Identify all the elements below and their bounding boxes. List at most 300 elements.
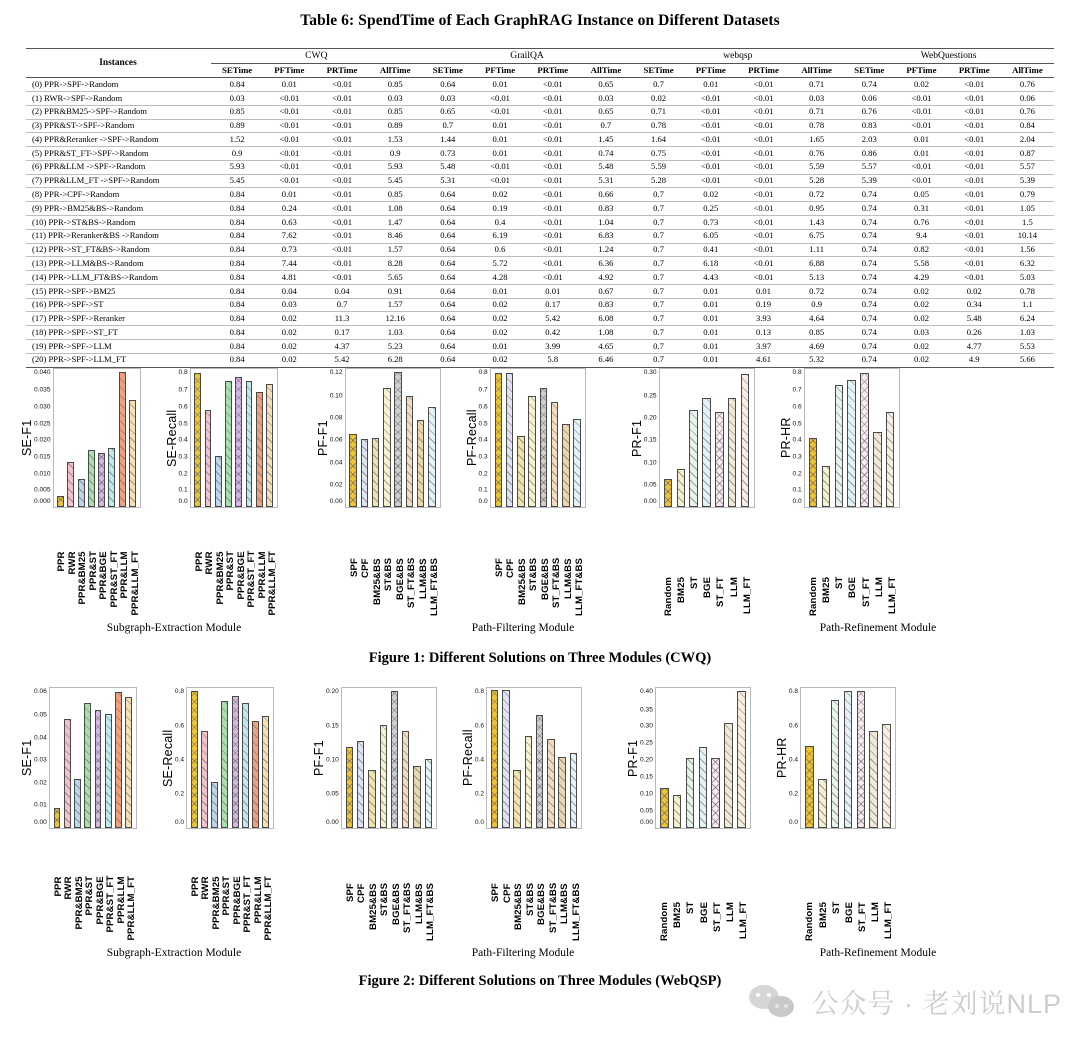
table-group-header-row [26,49,1054,64]
column-header-webqsp-setime: SETime [632,64,684,78]
table-cell: <0.01 [895,174,947,188]
y-tick-label: 0.30 [643,368,657,376]
table-cell: 0.64 [422,298,474,312]
table-cell: 5.48 [422,160,474,174]
table-cell: 0.73 [422,147,474,161]
table-cell: 0.74 [843,188,895,202]
bar [831,700,840,828]
bar [540,388,547,506]
column-header-webqsp-prtime: PRTime [737,64,790,78]
table-cell: 0.87 [1001,147,1054,161]
table-cell: 0.74 [843,229,895,243]
bar [844,691,853,827]
table-cell: 0.7 [632,229,684,243]
table-cell: <0.01 [948,202,1001,216]
x-tick-label: PPR&ST [221,876,233,916]
table-cell: <0.01 [315,105,368,119]
table-cell: <0.01 [895,105,947,119]
table-cell: 5.53 [1001,340,1054,354]
x-tick-label: PPR&BGE [98,551,110,600]
y-axis-label: PF-Recall [464,409,479,466]
table-cell: 0.73 [685,216,737,230]
table-cell: <0.01 [474,174,526,188]
column-header-instances: Instances [26,49,211,78]
x-tick-label: PPR&BM25 [210,876,222,930]
table-cell: 0.02 [895,353,947,367]
bar [57,496,64,506]
table-cell: <0.01 [948,216,1001,230]
bar [562,424,569,507]
table-cell: 6.18 [685,257,737,271]
table-cell: 0.76 [843,105,895,119]
y-tick-label: 0.3 [178,453,188,461]
x-tick-label: BM25&BS [367,882,379,930]
x-tick-label: PPR [52,876,64,897]
bar [869,731,878,828]
column-header-webqsp-pftime: PFTime [685,64,737,78]
table-row [26,271,1054,285]
table-cell: 3.99 [526,340,579,354]
y-tick-label: 0.4 [178,436,188,444]
table-cell: 0.64 [422,78,474,92]
table-cell: 0.02 [895,312,947,326]
table-cell: 4.92 [579,271,632,285]
x-tick-label: LLM_FT&BS [574,557,586,616]
bar [699,747,708,828]
table-cell: <0.01 [263,133,315,147]
y-axis-ticks [789,687,800,829]
table-cell: 0.83 [843,119,895,133]
bar [741,374,750,507]
x-tick-label: PPR&ST [225,551,237,591]
table-cell: 8.46 [369,229,422,243]
x-tick-label: LLM&BS [559,882,571,924]
y-axis-ticks [475,687,486,829]
x-tick-label: CPF [360,557,372,578]
y-tick-label: 0.35 [640,705,653,713]
table-cell: 4.61 [737,353,790,367]
bar [513,770,520,827]
plot-area [655,687,751,829]
table-cell: 6.36 [579,257,632,271]
x-tick-label: BM25&BS [516,557,528,605]
table-cell: 0.65 [422,105,474,119]
table-cell: 0.01 [685,312,737,326]
y-axis-label: PF-Recall [460,729,475,786]
instance-name: (1) RWR->SPF->Random [26,91,211,105]
table-cell: <0.01 [526,133,579,147]
y-tick-label: 0.8 [474,687,485,695]
chart-cwq-se-f1 [18,368,141,616]
table-cell: 0.64 [422,312,474,326]
y-tick-label: 0.30 [640,722,653,730]
bar [835,385,844,507]
table-cell: <0.01 [526,78,579,92]
table-cell: 0.74 [843,326,895,340]
figure-1-caption: Figure 1: Different Solutions on Three Modules (CWQ) [368,649,712,666]
table-cell: 0.7 [632,78,684,92]
figure-1 [0,368,1080,667]
y-tick-label: 0.035 [34,386,51,394]
x-tick-label: LLM [724,901,736,922]
table-cell: 1.65 [790,133,843,147]
column-header-cwq-setime: SETime [211,64,263,78]
table-row [26,188,1054,202]
table-cell: 0.02 [895,298,947,312]
table-cell: <0.01 [948,174,1001,188]
table-cell: 4.9 [948,353,1001,367]
y-tick-label: 0.00 [34,818,47,826]
table-cell: 6.28 [369,353,422,367]
table-cell: 6.88 [790,257,843,271]
table-cell: 0.85 [369,188,422,202]
chart-webqsp-se-f1 [18,687,137,941]
x-tick-label: BGE&BS [539,557,551,600]
x-tick-label: PPR&LLM [115,876,127,924]
y-tick-label: 0.05 [640,807,653,815]
table-cell: 0.01 [474,340,526,354]
x-tick-label: SPF [490,882,502,902]
table-cell: 5.31 [579,174,632,188]
table-cell: 0.01 [263,188,315,202]
bar [232,696,239,827]
plot-area [490,368,586,508]
x-tick-label: PPR&ST [84,876,96,916]
table-cell: <0.01 [315,160,368,174]
table-cell: 0.66 [579,188,632,202]
bar [215,456,222,507]
bar [191,691,198,828]
table-cell: 0.64 [422,271,474,285]
y-tick-label: 0.02 [329,481,343,489]
bar [660,788,669,828]
table-cell: <0.01 [948,160,1001,174]
table-cell: 1.64 [632,133,684,147]
table-cell: <0.01 [685,160,737,174]
y-tick-label: 0.4 [788,756,799,764]
table-cell: <0.01 [948,78,1001,92]
table-cell: 4.81 [263,271,315,285]
table-cell: <0.01 [315,243,368,257]
table-cell: 1.03 [1001,326,1054,340]
y-tick-label: 0.4 [792,436,802,444]
x-tick-label: PPR&BM25 [73,876,85,930]
y-tick-label: 0.4 [478,436,488,444]
table-cell: 6.75 [790,229,843,243]
bar [402,731,409,828]
instance-name: (18) PPR->SPF->ST_FT [26,326,211,340]
table-cell: <0.01 [526,243,579,257]
y-tick-label: 0.10 [329,392,343,400]
table-cell: 0.9 [211,147,263,161]
y-tick-label: 0.06 [329,436,343,444]
x-tick-label: BGE&BS [390,882,402,925]
table-cell: 5.58 [895,257,947,271]
y-tick-label: 0.7 [478,386,488,394]
table-cell: 6.83 [579,229,632,243]
y-tick-label: 0.6 [178,403,188,411]
bar [54,808,61,827]
bar [225,381,232,506]
plot-area [804,368,900,508]
table-cell: 5.39 [1001,174,1054,188]
y-tick-label: 0.6 [478,403,488,411]
bar [425,759,432,828]
table-cell: 0.02 [632,91,684,105]
table-cell: 0.01 [474,133,526,147]
x-tick-label: ST&BS [383,557,395,591]
table-cell: 0.74 [843,202,895,216]
y-tick-label: 0.04 [329,458,343,466]
y-axis-label: PR-F1 [629,419,644,457]
plot-area [659,368,755,508]
y-tick-label: 0.2 [478,469,488,477]
table-cell: 4.65 [579,340,632,354]
y-tick-label: 0.02 [34,779,47,787]
table-cell: 0.02 [895,340,947,354]
table-cell: 4.77 [948,340,1001,354]
x-axis-labels [49,876,137,940]
module-caption-path-refinement-webqsp: Path-Refinement Module [819,946,937,959]
table-cell: 0.7 [632,353,684,367]
table-cell: <0.01 [948,147,1001,161]
y-tick-label: 0.1 [178,486,188,494]
x-tick-label: BGE&BS [536,882,548,925]
y-axis-ticks [479,368,490,508]
table-cell: 0.74 [843,298,895,312]
instance-name: (10) PPR->ST&BS->Random [26,216,211,230]
table-cell: 1.5 [1001,216,1054,230]
x-tick-label: ST_FT&BS [406,557,418,609]
table-cell: 0.01 [263,78,315,92]
table-cell: <0.01 [315,78,368,92]
figure-2-caption: Figure 2: Different Solutions on Three Modules (WebQSP) [358,972,722,989]
y-tick-label: 0.25 [643,392,657,400]
table-cell: 0.84 [211,216,263,230]
table-cell: 0.25 [685,202,737,216]
table-cell: <0.01 [315,119,368,133]
table-cell: <0.01 [263,119,315,133]
table-cell: 0.74 [843,78,895,92]
x-tick-label: ST_FT [860,576,872,607]
table-cell: 11.3 [315,312,368,326]
x-axis-labels [804,577,900,616]
table-cell: 5.45 [369,174,422,188]
y-tick-label: 0.10 [643,458,657,466]
table-cell: 0.02 [263,312,315,326]
table-cell: 0.73 [263,243,315,257]
bar [74,779,81,828]
table-cell: 0.03 [895,326,947,340]
bar [570,753,577,828]
y-axis-ticks [175,687,186,829]
y-tick-label: 0.4 [174,756,185,764]
bar [372,438,379,507]
table-cell: 5.48 [579,160,632,174]
y-axis-ticks [34,368,53,508]
table-cell: 0.64 [422,257,474,271]
x-tick-label: CPF [356,882,368,903]
instance-name: (7) PPR&LLM_FT ->SPF->Random [26,174,211,188]
table-cell: <0.01 [263,160,315,174]
table-cell: <0.01 [948,188,1001,202]
table-cell: 1.1 [1001,298,1054,312]
table-cell: <0.01 [685,119,737,133]
x-tick-label: PPR [56,551,68,572]
bar [491,690,498,827]
x-tick-label: BM25 [821,576,833,603]
table-cell: 0.71 [790,78,843,92]
y-tick-label: 0.1 [478,486,488,494]
instance-name: (16) PPR->SPF->ST [26,298,211,312]
x-tick-label: RWR [66,551,78,575]
table-cell: 1.05 [1001,202,1054,216]
table-cell: 0.17 [315,326,368,340]
y-axis-label: PR-HR [774,737,789,778]
x-tick-label: BM25&BS [371,557,383,605]
x-tick-label: BM25 [817,901,829,928]
bar [125,697,132,828]
table-cell: 0.84 [211,312,263,326]
bar [573,419,580,506]
module-caption-path-refinement-cwq: Path-Refinement Module [819,621,937,634]
table-cell: 0.41 [685,243,737,257]
table-cell: 1.56 [1001,243,1054,257]
column-group-webqsp: webqsp [632,49,843,64]
y-tick-label: 0.06 [34,687,47,695]
x-axis-labels [190,551,278,615]
x-tick-label: ST&BS [379,882,391,916]
bar [528,396,535,507]
table-cell: 0.84 [1001,119,1054,133]
table-cell: 0.9 [790,298,843,312]
table-cell: 0.84 [211,340,263,354]
table-cell: 0.03 [579,91,632,105]
y-tick-label: 0.8 [478,368,488,376]
table-cell: <0.01 [315,271,368,285]
instance-name: (12) PPR->ST_FT&BS->Random [26,243,211,257]
table-cell: 0.7 [632,312,684,326]
x-tick-label: ST_FT [711,901,723,932]
table-row [26,298,1054,312]
y-tick-label: 0.8 [174,687,185,695]
table-cell: 1.53 [369,133,422,147]
table-cell: <0.01 [948,229,1001,243]
table-cell: 6.24 [1001,312,1054,326]
column-header-webquestions-prtime: PRTime [948,64,1001,78]
y-tick-label: 0.5 [178,419,188,427]
x-tick-label: PPR&BGE [235,551,247,600]
x-tick-label: LLM [870,901,882,922]
table-cell: 0.04 [315,284,368,298]
table-cell: 0.95 [790,202,843,216]
table-cell: 7.44 [263,257,315,271]
figure-2 [0,687,1080,990]
instance-name: (17) PPR->SPF->Reranker [26,312,211,326]
plot-area [49,687,137,829]
bar [525,736,532,828]
table-cell: <0.01 [315,202,368,216]
x-tick-label: Random [659,901,671,941]
table-cell: 0.85 [369,78,422,92]
table-cell: <0.01 [737,271,790,285]
plot-area [486,687,582,829]
y-axis-label: SE-F1 [20,419,34,456]
table-cell: 0.74 [843,284,895,298]
bar [84,703,91,827]
instance-name: (11) PPR->Reranker&BS ->Random [26,229,211,243]
y-tick-label: 0.08 [329,414,343,422]
plot-area [800,687,896,829]
table-row [26,243,1054,257]
bar [346,747,353,828]
bar [98,453,105,507]
x-tick-label: PPR&ST_FT [105,876,117,934]
bar [115,692,122,828]
table-row [26,284,1054,298]
table-cell: 0.64 [422,202,474,216]
y-tick-label: 0.00 [640,818,653,826]
table-cell: 0.7 [632,326,684,340]
bar [246,381,253,507]
y-tick-label: 0.15 [643,436,657,444]
y-tick-label: 0.2 [178,469,188,477]
instance-name: (6) PPR&LLM ->SPF->Random [26,160,211,174]
table-cell: 0.74 [843,340,895,354]
bar [413,766,420,827]
x-tick-label: ST&BS [528,557,540,591]
bar [715,412,724,506]
table-cell: <0.01 [685,174,737,188]
table-cell: 0.03 [422,91,474,105]
bar [860,373,869,506]
y-tick-label: 0.020 [34,436,51,444]
x-tick-label: LLM_FT [883,901,895,939]
x-tick-label: CPF [505,557,517,578]
x-axis-labels [345,558,441,616]
table-cell: 0.19 [474,202,526,216]
y-tick-label: 0.040 [34,368,51,376]
y-tick-label: 0.3 [792,453,802,461]
bar [252,721,259,828]
table-cell: <0.01 [685,105,737,119]
y-tick-label: 0.6 [474,722,485,730]
bar [882,724,891,827]
figure-1-panels [0,368,1080,616]
x-tick-label: ST_FT [715,576,727,607]
y-tick-label: 0.8 [792,368,802,376]
table-cell: 1.57 [369,243,422,257]
table-cell: 12.16 [369,312,422,326]
table-cell: 0.84 [211,353,263,367]
table-cell: 0.02 [474,188,526,202]
table-cell: 0.7 [579,119,632,133]
table-cell: <0.01 [895,119,947,133]
x-tick-label: ST_FT [856,901,868,932]
column-header-cwq-alltime: AllTime [369,64,422,78]
table-section [0,0,1080,368]
x-tick-label: PPR&LLM_FT [129,551,141,616]
table-cell: 0.84 [211,202,263,216]
table-cell: 5.48 [948,312,1001,326]
x-tick-label: ST [834,576,846,590]
x-tick-label: LLM_FT&BS [429,557,441,616]
table-cell: <0.01 [685,133,737,147]
column-group-webquestions: WebQuestions [843,49,1054,64]
instance-name: (19) PPR->SPF->LLM [26,340,211,354]
table-cell: 0.64 [422,326,474,340]
table-cell: 0.01 [685,353,737,367]
